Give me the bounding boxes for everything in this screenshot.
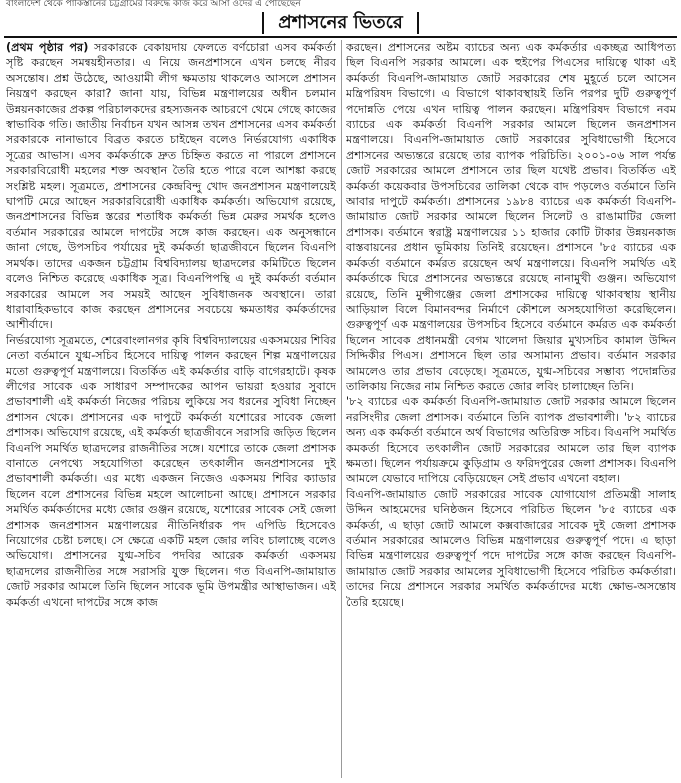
article-paragraph: বিএনপি-জামায়াত জোট সরকারের সাবেক যোগাযোগ প্রতিমন্ত্রী সালাহ উদ্দিন আহমেদের ঘনিষ্ঠজন হিসেবে পরিচিত ছিলেন '৮৫ ব্যাচের এক কর্মকর্তা, এ ছাড়া জোট আমলে কক্সবাজারের সাবেক দুই জেলা প্রশাসক বর্তমান সরকারের আমলেও বিভিন্ন মন্ত্রণালয়ের গুরুত্বপূর্ণ পদে। এ ছাড়া বিভিন্ন মন্ত্রণালয়ের গুরুত্বপূর্ণ পদে দাপটের সঙ্গে কাজ করছেন বিএনপি-জামায়াত জোট সরকার আমলের সুবিধাভোগী হিসেবে পরিচিত কর্মকর্তারা। তাদের নিয়ে প্রশাসনে সরকার সমর্থিত কর্মকর্তাদের মধ্যে ক্ষোভ-অসন্তোষ তৈরি হয়েছে। (346, 487, 676, 609)
headline-rule (4, 36, 677, 38)
headline-text: প্রশাসনের ভিতরে (262, 12, 419, 34)
article-paragraph: করছেন। প্রশাসনের অষ্টম ব্যাচের অন্য এক কর্মকর্তার একচ্ছত্র আধিপত্য ছিল বিএনপি সরকার আমলে। এক হুইপের পিএসের দায়িত্বে থাকা এই কর্মকর্তা বিএনপি-জামায়াত জোট সরকারের শেষ মুহূর্তে চলে আসেন মন্ত্রিপরিষদ বিভাগে। এ বিভাগে থাকাবস্থায়ই তিনি পরপর দুটি গুরুত্বপূর্ণ পদোন্নতি পেয়ে এখন দায়িত্ব পালন করছেন। মন্ত্রিপরিষদ বিভাগে নবম ব্যাচের এক কর্মকর্তা বিএনপি সরকার আমলে ছিলেন জনপ্রশাসন মন্ত্রণালয়ে। বিএনপি-জামায়াত জোট সরকারের সুবিধাভোগী হিসেবে প্রশাসনের অভ্যন্তরে রয়েছে তার ব্যাপক পরিচিতি। ২০০১-০৬ সাল পর্যন্ত জোট সরকারের আমলে প্রশাসনে তার ছিল যথেষ্ট প্রভাব। বিতর্কিত এই কর্মকর্তা কয়েকবার উপসচিবের তালিকা থেকে বাদ পড়লেও বর্তমানে তিনি আবার দাপুটে কর্মকর্তা। প্রশাসনের ১৯৮৪ ব্যাচের এক কর্মকর্তা বিএনপি-জামায়াত জোট সরকার আমলে ছিলেন সিলেট ও রাঙামাটির জেলা প্রশাসক। বর্তমানে স্বরাষ্ট্র মন্ত্রণালয়ের ১১ হাজার কোটি টাকার উন্নয়নকাজ বাস্তবায়নের প্রধান ভূমিকায় তিনিই রয়েছেন। প্রশাসনে '৮৫ ব্যাচের এক কর্মকর্তা বর্তমানে কর্মরত রয়েছেন অর্থ মন্ত্রণালয়ে। বিএনপি সমর্থিত এই কর্মকর্তাকে ঘিরে প্রশাসনের অভ্যন্তরে রয়েছে নানামুখী গুঞ্জন। অভিযোগ রয়েছে, তিনি মুন্সীগঞ্জের জেলা প্রশাসকের দায়িত্বে থাকাবস্থায় স্থানীয় আড়িয়াল বিলে বিমানবন্দর নির্মাণে কৌশলে অসহযোগিতা করেছিলেন। গুরুত্বপূর্ণ এক মন্ত্রণালয়ের উপসচিব হিসেবে বর্তমানে কর্মরত এক কর্মকর্তা ছিলেন সাবেক প্রধানমন্ত্রী বেগম খালেদা জিয়ার মুখ্যসচিব কামাল উদ্দিন সিদ্দিকীর পিএস। প্রশাসনে ছিল তার অসামান্য প্রভাব। বর্তমান সরকার আমলেও তার প্রভাব বেড়েছে। সূত্রমতে, যুগ্ম-সচিবের সম্ভাব্য পদোন্নতির তালিকায় নিজের নাম নিশ্চিত করতে জোর লবিং চালাচ্ছেন তিনি। (346, 41, 676, 393)
article-column-1 (6, 40, 336, 780)
top-strip-text: বাংলাদেশ থেকে পাকিস্তানের চট্টগ্রামের বিরুদ্ধে কাজ করে আসা ওদের এ পৌছেছেন (6, 0, 301, 9)
headline (0, 12, 681, 34)
article-paragraph: '৮২ ব্যাচের এক কর্মকর্তা বিএনপি-জামায়াত জোট সরকার আমলে ছিলেন নরসিংদীর জেলা প্রশাসক। বর্তমানে তিনি ব্যাপক প্রভাবশালী। '৮২ ব্যাচের অন্য এক কর্মকর্তা বর্তমানে অর্থ বিভাগের অতিরিক্ত সচিব। বিএনপি সমর্থিত কমকর্তা হিসেবে তৎকালীন জোট সরকারের আমলে তার ছিল ব্যাপক ক্ষমতা। ছিলেন পর্যায়ক্রমে কুড়িগ্রাম ও ফরিদপুরের জেলা প্রশাসক। বিএনপি আমলে যেভাবে দাপিয়ে বেড়িয়েছেন সেই প্রভাব এখনো বহাল। (346, 395, 676, 486)
article-paragraph: নির্ভরযোগ্য সূত্রমতে, শেরেবাংলানগর কৃষি বিশ্ববিদ্যালয়ের একসময়ের শিবির নেতা বর্তমানে যুগ্ম-সচিব হিসেবে দায়িত্ব পালন করছেন শিল্প মন্ত্রণালয়ের মতো গুরুত্বপূর্ণ মন্ত্রণালয়ে। বিতর্কিত এই কর্মকর্তার বাড়ি বাগেরহাটে। কৃষক লীগের সাবেক এক সাধারণ সম্পাদকের আপন ভায়রা হওয়ার সুবাদে প্রভাবশালী এই কর্মকর্তা নিজের পরিচয় লুকিয়ে সব ধরনের সুবিধা নিচ্ছেন প্রশাসন থেকে। প্রশাসনের এক দাপুটে কর্মকর্তা যশোরের সাবেক জেলা প্রশাসক। অভিযোগ রয়েছে, এই কর্মকর্তা ছাত্রজীবনে সরাসরি জড়িত ছিলেন বিএনপি সমর্থিত ছাত্রদলের রাজনীতির সঙ্গে। যশোরে তাকে জেলা প্রশাসক বানাতে নেপথ্যে সহযোগিতা করেছেন তৎকালীন জনপ্রশাসনের দুই প্রভাবশালী কর্মকর্তা। এর মধ্যে একজন নিজেও একসময় শিবির ক্যাডার ছিলেন বলে প্রশাসনের বিভিন্ন মহলে আলোচনা আছে। প্রশাসনে সরকার সমর্থিত কর্মকর্তাদের মধ্যে জোর গুঞ্জন রয়েছে, যশোরের সাবেক সেই জেলা প্রশাসক জনপ্রশাসন মন্ত্রণালয়ের নীতিনির্ধারক পদ এপিডি হিসেবেও নিয়োগের চেষ্টা চলছে। সে ক্ষেত্রে একটি মহল জোর লবিং চালাচ্ছে বলেও অভিযোগ। প্রশাসনের যুগ্ম-সচিব পদবির আরেক কর্মকর্তা একসময় ছাত্রদলের রাজনীতির সঙ্গে সরাসরি যুক্ত ছিলেন। গত বিএনপি-জামায়াত জোট সরকার আমলে তিনি ছিলেন সাবেক ভূমি উপমন্ত্রীর আস্থাভাজন। এই কর্মকর্তা এখনো দাপটের সঙ্গে কাজ (6, 333, 336, 609)
article-column-2 (346, 40, 676, 780)
column-divider (341, 40, 342, 778)
continued-from-label: (প্রথম পৃষ্ঠার পর) (6, 41, 89, 54)
paragraph-text: সরকারকে বেকায়দায় ফেলতে বর্ণচোরা এসব কর্মকর্তা সৃষ্টি করছেন সমন্বয়হীনতার। এ নিয়ে জনপ্রশাসনে এখন চলছে নীরব অসন্তোষ। প্রশ্ন উঠেছে, আওয়ামী লীগ ক্ষমতায় থাকলেও আসলে প্রশাসন নিয়ন্ত্রণ করছেন কারা? জানা যায়, বিভিন্ন মন্ত্রণালয়ের অধীন চলমান উন্নয়নকাজের প্রকল্প পরিচালকদের রহস্যজনক আচরণে থেমে গেছে কাজের স্বাভাবিক গতি। জাতীয় নির্বাচন যখন আসন্ন তখন প্রশাসনের এসব কর্মকর্তা সরকারকে নানাভাবে বিব্রত করতে চাইছেন বলেও নির্ভরযোগ্য একাধিক সূত্রের আভাস। এসব কর্মকর্তাকে দ্রুত চিহ্নিত করতে না পারলে প্রশাসনে সরকারবিরোধী মহলের শক্ত অবস্থান তৈরি হতে পারে বলে আশঙ্কা করছে সংশ্লিষ্ট মহল। সূত্রমতে, প্রশাসনের কেন্দ্রবিন্দু খোদ জনপ্রশাসন মন্ত্রণালয়েই ঘাপটি মেরে আছেন সরকারবিরোধী একাধিক কর্মকর্তা। অভিযোগ রয়েছে, জনপ্রশাসনের বিভিন্ন স্তরের শতাধিক কর্মকর্তা ভিন্ন মেরুর সমর্থক হলেও বর্তমান সরকারের আমলে দাপটের সঙ্গে কাজ করছেন। এক অনুসন্ধানে জানা গেছে, উপসচিব পর্যায়ের দুই কর্মকর্তা ছাত্রজীবনে ছিলেন বিএনপি সমর্থক। তাদের একজন চট্টগ্রাম বিশ্ববিদ্যালয় ছাত্রদলের কমিটিতে ছিলেন বলেও নিশ্চিত করেছে একাধিক সূত্র। বিএনপিপন্থি এ দুই কর্মকর্তা বর্তমান সরকারের আমলে সব সময়ই আছেন সুবিধাজনক অবস্থানে। তারা ধারাবাহিকভাবে কাজ করছেন প্রশাসনের সবচেয়ে ক্ষমতাধর কর্মকর্তাদের আশীর্বাদে। (6, 41, 336, 332)
article-paragraph (6, 40, 336, 333)
